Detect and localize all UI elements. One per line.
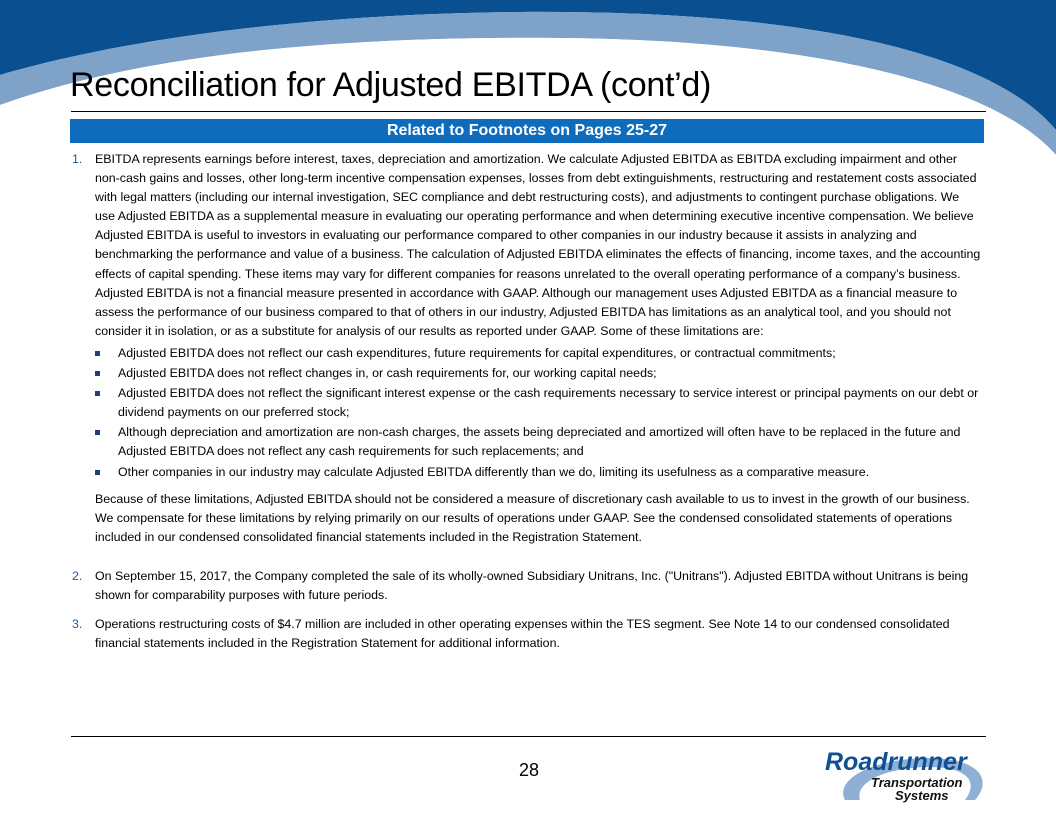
footnote-number: 2. [72,568,83,583]
logo-line3: Systems [895,788,949,803]
list-item [95,423,982,461]
footnotes-body [72,150,982,653]
square-bullet-icon [95,391,100,396]
list-item [95,364,982,383]
limitations-list [95,344,982,482]
footnote-number: 1. [72,152,83,166]
square-bullet-icon [95,470,100,475]
title-divider [71,111,986,112]
list-item-text: Other companies in our industry may calculate Adjusted EBITDA differently than we do, limiting its usefulness as a comparative measure. [118,464,870,479]
footnote-closing: Because of these limitations, Adjusted EBITDA should not be considered a measure of discretionary cash available to us to invest in the growth of our business. We compensate for these limitations by relying primarily on our results of operations under GAAP. See the condensed consolidated statements of operations included in our condensed consolidated financial statements included in the Registration Statement. [95,491,970,544]
logo-line1: Roadrunner [825,748,967,776]
list-item-text: Adjusted EBITDA does not reflect our cash expenditures, future requirements for capital expenditures, or contractual commitments; [118,345,836,360]
list-item [95,384,982,422]
page-title: Reconciliation for Adjusted EBITDA (cont’d) [70,66,711,104]
square-bullet-icon [95,430,100,435]
footnote-number: 3. [72,617,83,632]
list-item [95,344,982,363]
footnotes-banner: Related to Footnotes on Pages 25-27 [70,119,984,143]
square-bullet-icon [95,371,100,376]
page-number: 28 [519,760,540,780]
logo-line2: Transportation [871,775,963,790]
footnote-text: On September 15, 2017, the Company completed the sale of its wholly-owned Subsidiary Unitrans, Inc. ("Unitrans"). Adjusted EBITDA without Unitrans is being shown for comparability purposes with future periods. [95,568,969,602]
footnote-3 [72,615,982,653]
footnote-1 [72,150,982,547]
list-item [95,463,982,482]
roadrunner-logo [825,742,990,804]
list-item-text: Adjusted EBITDA does not reflect changes in, or cash requirements for, our working capital needs; [118,366,657,381]
square-bullet-icon [95,351,100,356]
list-item-text: Adjusted EBITDA does not reflect the significant interest expense or the cash requirements necessary to service interest or principal payments on our debt or dividend payments on our preferred stock; [118,386,979,420]
list-item-text: Although depreciation and amortization are non-cash charges, the assets being depreciated and amortized will often have to be replaced in the future and Adjusted EBITDA does not reflect any cash requirements for such replacements; and [118,425,961,459]
footnote-text: EBITDA represents earnings before interest, taxes, depreciation and amortization. We calculate Adjusted EBITDA as EBITDA excluding impairment and other non-cash gains and losses, other long-term incentive compensation expenses, losses from debt extinguishments, restructuring and restatement costs associated with legal matters (including our internal investigation, SEC compliance and debt restructuring costs), and adjustments to contingent purchase obligations. We use Adjusted EBITDA as a supplemental measure in evaluating our operating performance and when determining executive incentive compensation. We believe Adjusted EBITDA is useful to investors in evaluating our performance compared to other companies in our industry because it assists in analyzing and benchmarking the performance and value of a business. The calculation of Adjusted EBITDA eliminates the effects of financing, income taxes, and the accounting effects of capital spending. These items may vary for different companies for reasons unrelated to the overall operating performance of a company’s business. Adjusted EBITDA is not a financial measure presented in accordance with GAAP. Although our management uses Adjusted EBITDA as a financial measure to assess the performance of our business compared to that of others in our industry, Adjusted EBITDA has limitations as an analytical tool, and you should not consider it in isolation, or as a substitute for analysis of our results as reported under GAAP. Some of these limitations are: [95,152,981,338]
footnote-text: Operations restructuring costs of $4.7 million are included in other operating expenses within the TES segment. See Note 14 to our condensed consolidated financial statements included in the Registration Statement for additional information. [95,617,950,651]
footnote-2 [72,567,982,605]
footer-divider [71,736,986,737]
